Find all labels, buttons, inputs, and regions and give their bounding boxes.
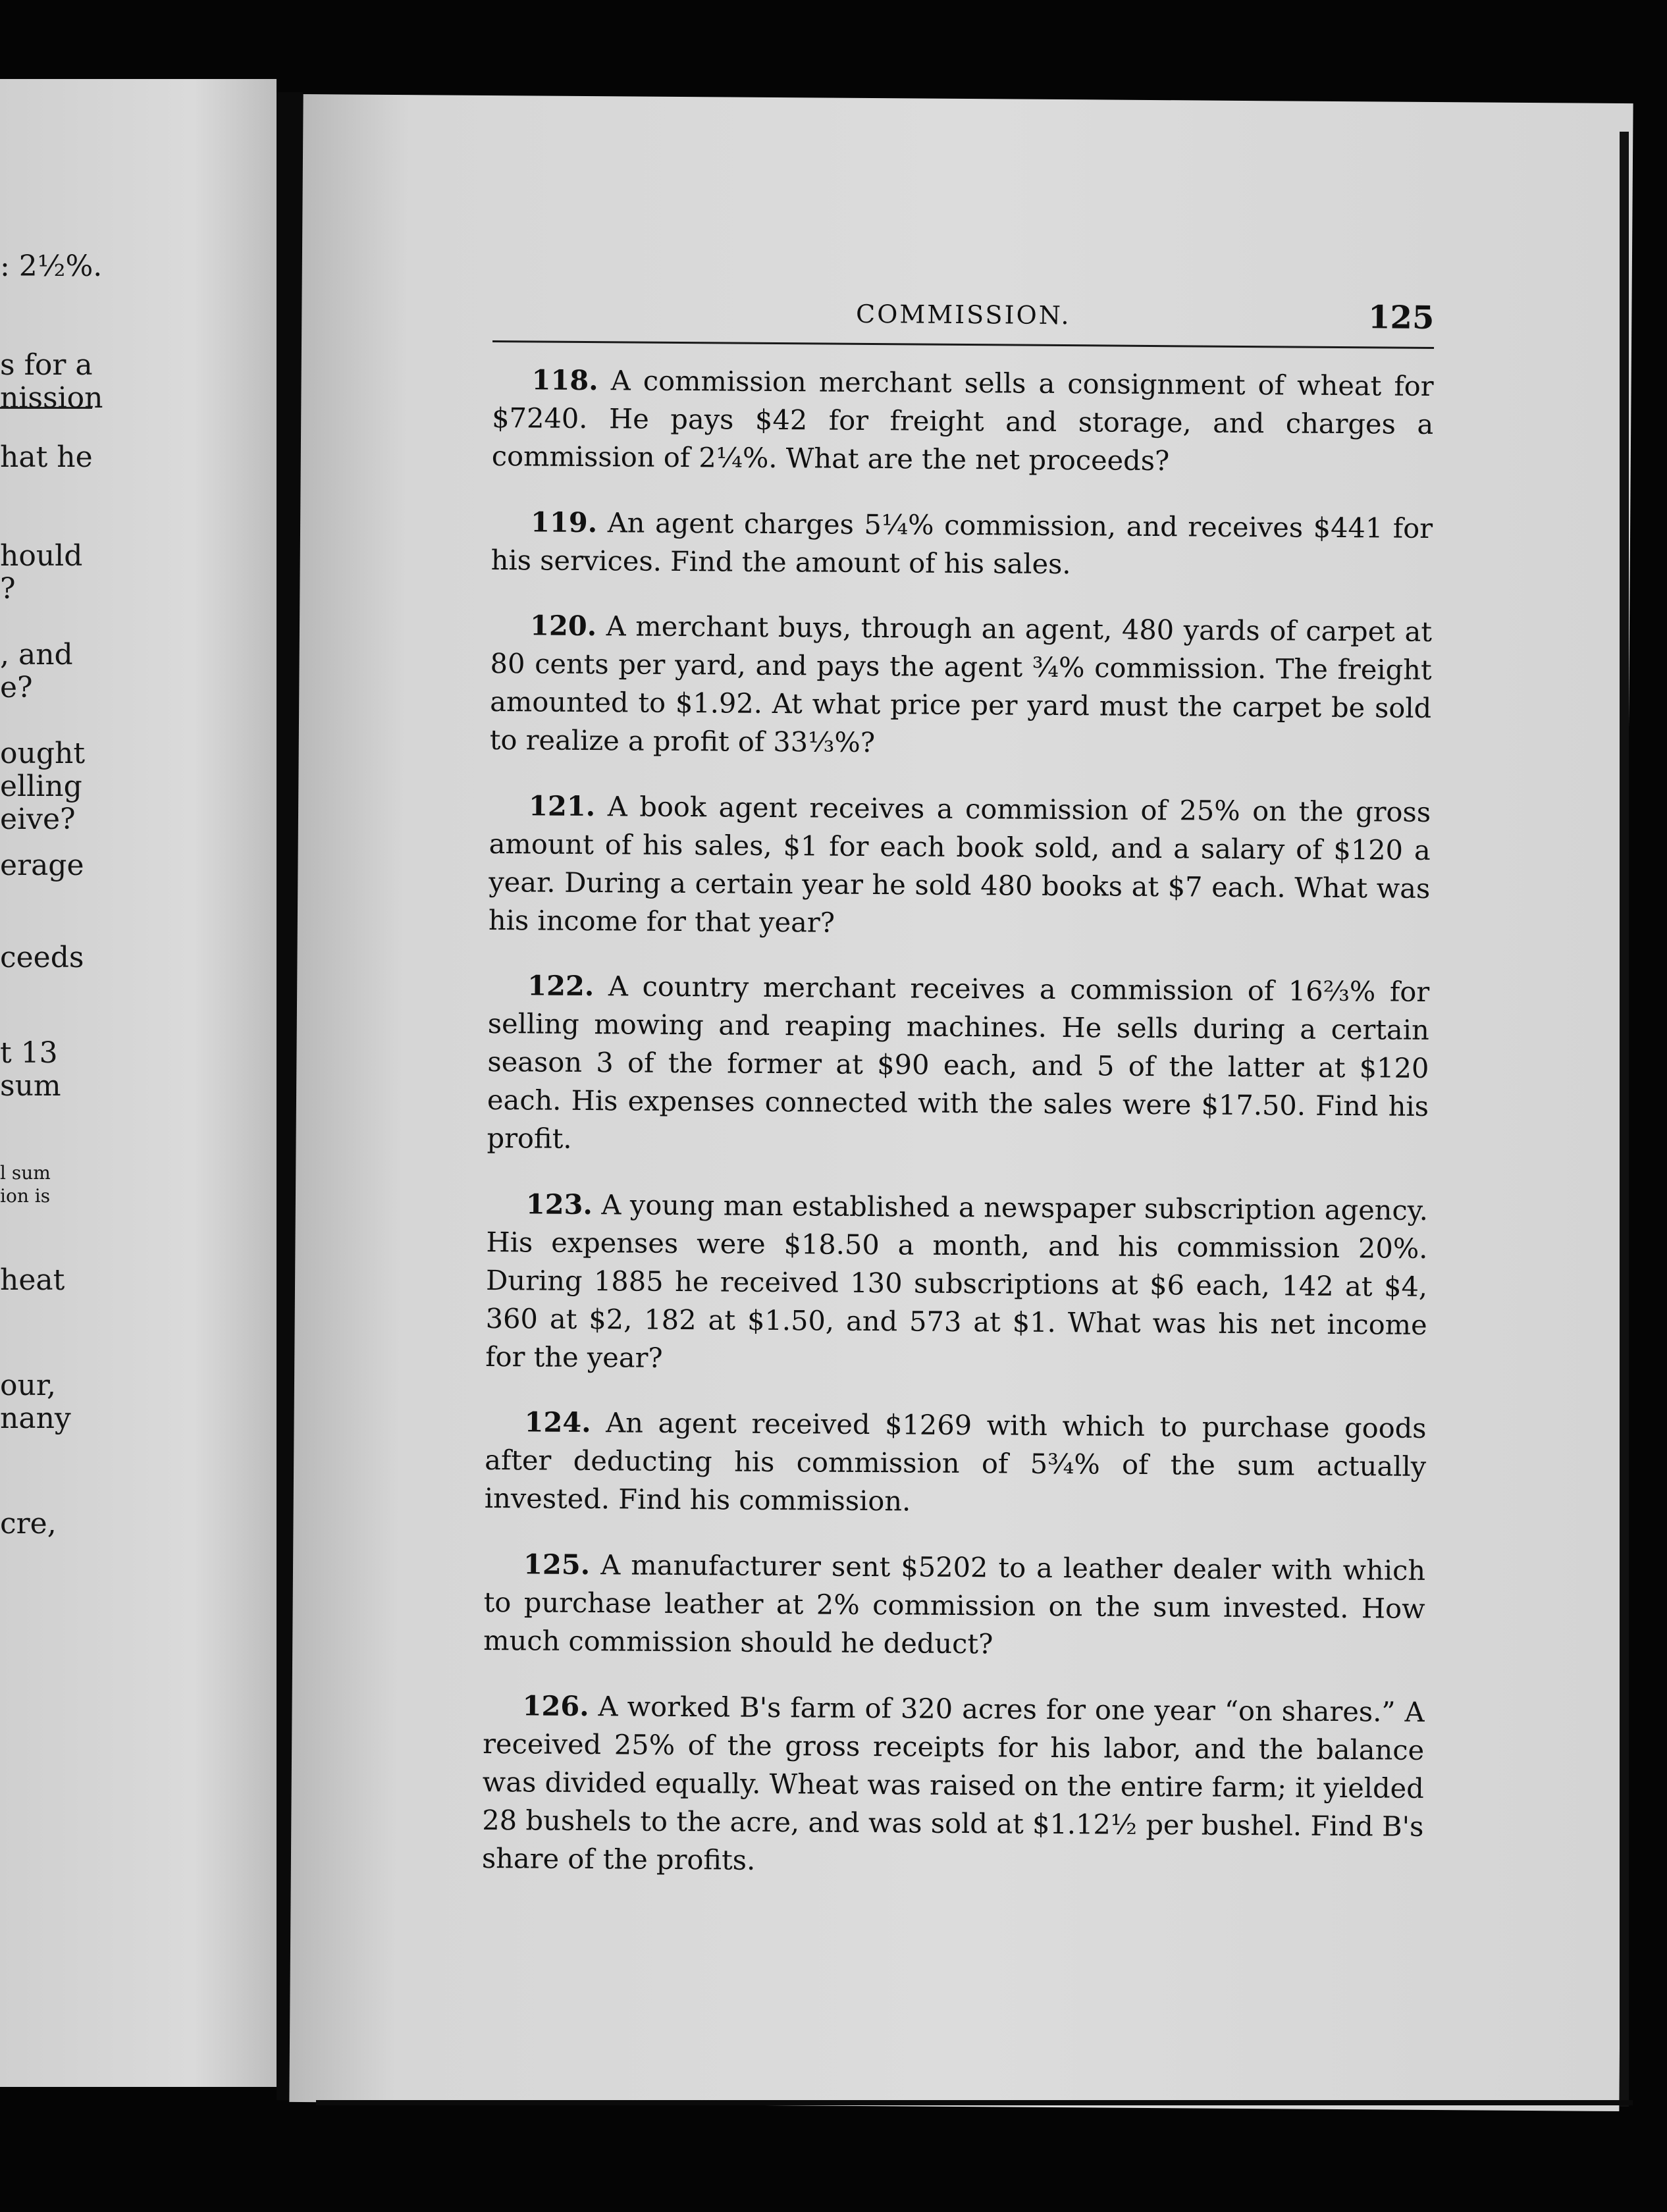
problem-number: 121. bbox=[528, 789, 596, 822]
problem-item bbox=[491, 502, 1433, 585]
problem-number: 123. bbox=[525, 1187, 593, 1221]
problem-item bbox=[482, 1687, 1425, 1884]
left-page-fragment: nany bbox=[0, 1402, 71, 1435]
problem-text: An agent received $1269 with which to purchase goods after deducting his commission of 5¾% of the sum actually invested. Find his commission. bbox=[484, 1406, 1427, 1517]
problem-list bbox=[482, 361, 1434, 1884]
left-page-fragment: heat bbox=[0, 1263, 65, 1297]
problem-number: 122. bbox=[527, 969, 595, 1003]
left-page-fragment: nission bbox=[0, 381, 103, 415]
left-page-fragment: ? bbox=[0, 572, 16, 606]
left-page-fragment: ceeds bbox=[0, 941, 84, 974]
left-page-fragment: e? bbox=[0, 671, 33, 704]
problem-text: A country merchant receives a commission of 16⅔% for selling mowing and reaping machines. He sells during a certain season 3 of the former at $90 each, and 5 of the latter at $120 each. His expenses connected with the sales were $17.50. Find his profit. bbox=[487, 970, 1430, 1155]
problem-item bbox=[485, 1403, 1427, 1524]
problem-number: 125. bbox=[523, 1547, 591, 1581]
running-title: COMMISSION. bbox=[855, 299, 1071, 330]
page-header bbox=[492, 293, 1434, 349]
right-page bbox=[289, 94, 1633, 2111]
left-page-fragment: hould bbox=[0, 539, 83, 573]
problem-item bbox=[485, 1184, 1428, 1382]
left-page-fragment: l sum bbox=[0, 1162, 51, 1184]
left-page-fragment: hat he bbox=[0, 440, 93, 474]
left-page-fragment: eive? bbox=[0, 803, 76, 836]
left-page-fragment: our, bbox=[0, 1369, 57, 1402]
problem-item bbox=[483, 1544, 1425, 1666]
problem-number: 124. bbox=[524, 1406, 591, 1439]
problem-number: 120. bbox=[529, 609, 597, 643]
page-content bbox=[481, 293, 1434, 1911]
problem-number: 119. bbox=[530, 505, 598, 539]
problem-text: A young man established a newspaper subscription agency. His expenses were $18.50 a month, and his commission 20%. During 1885 he received 130 subscriptions at $6 each, 142 at $4, 360 at $2, 182 at $1.50, and 573 at $1. What was his net income for the year? bbox=[485, 1188, 1429, 1374]
problem-text: A manufacturer sent $5202 to a leather dealer with which to purchase leather at 2% commission on the sum invested. How much commission should he deduct? bbox=[483, 1548, 1426, 1660]
problem-item bbox=[489, 786, 1431, 945]
problem-text: A worked B's farm of 320 acres for one year “on shares.” A received 25% of the gross receipts for his labor, and the balance was divided equally. Wheat was raised on the entire farm; it yielded 28 bushels to the acre, and was sold at $1.12½ per bushel. Find B's share of the profits. bbox=[481, 1690, 1425, 1876]
problem-number: 118. bbox=[531, 363, 598, 397]
problem-text: An agent charges 5¼% commission, and receives $441 for his services. Find the amount of his sales. bbox=[490, 506, 1433, 580]
left-page-fragment: t 13 bbox=[0, 1036, 58, 1070]
left-page-fragment: elling bbox=[0, 770, 82, 803]
problem-number: 126. bbox=[522, 1689, 589, 1723]
problem-item bbox=[490, 606, 1433, 766]
page-number: 125 bbox=[1367, 299, 1435, 336]
left-page-fragment: : 2½%. bbox=[0, 250, 103, 283]
page-edge-shadow bbox=[1620, 132, 1629, 2107]
problem-item bbox=[487, 966, 1429, 1164]
left-page-fragment: , and bbox=[0, 638, 73, 672]
left-page-fragment: sum bbox=[0, 1069, 61, 1103]
left-facing-page bbox=[0, 79, 277, 2087]
left-page-fragment: ought bbox=[0, 737, 86, 770]
problem-text: A book agent receives a commission of 25% on the gross amount of his sales, $1 for each book sold, and a salary of $120 a year. During a certain year he sold 480 books at $7 each. What was his income for that year? bbox=[488, 789, 1431, 939]
problem-text: A merchant buys, through an agent, 480 yards of carpet at 80 cents per yard, and pays the agent ¾% commission. The freight amounted to $1.92. At what price per yard must the carpet be sold to realize a profit of 33⅓%? bbox=[489, 610, 1433, 759]
left-page-fragment: s for a bbox=[0, 348, 93, 382]
left-page-fragment: ion is bbox=[0, 1185, 51, 1207]
page-bottom-edge bbox=[316, 2100, 1633, 2105]
problem-text: A commission merchant sells a consignment of wheat for $7240. He pays $42 for freight and storage, and charges a commission of 2¼%. What are the net proceeds? bbox=[491, 364, 1434, 477]
left-page-fragment: cre, bbox=[0, 1507, 57, 1540]
problem-item bbox=[492, 361, 1434, 482]
left-page-fragment: erage bbox=[0, 849, 84, 882]
